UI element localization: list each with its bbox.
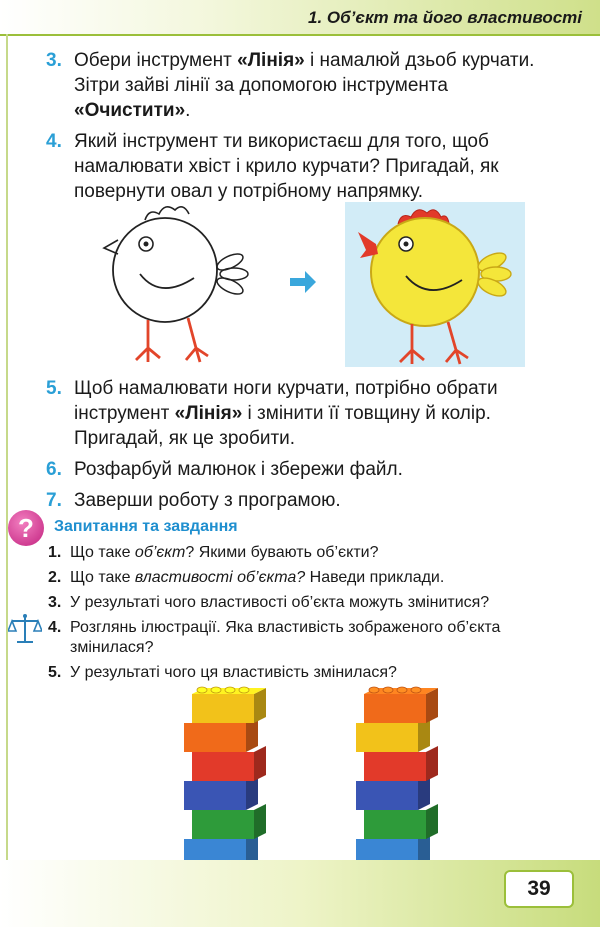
step-number: 6.	[46, 459, 62, 480]
chick-colored-image	[345, 202, 525, 367]
brick	[364, 687, 438, 723]
step-6: 6. Розфарбуй малюнок і збережи файл.	[46, 459, 403, 480]
step-number: 5.	[46, 378, 62, 399]
brick-tower-left	[184, 687, 266, 868]
question-3: 3. У результаті чого властивості об’єкта можуть змінитися?	[48, 594, 490, 611]
brick	[192, 687, 266, 723]
page-margin-line	[6, 34, 8, 914]
questions-list	[48, 543, 568, 688]
step-4: 4. Який інструмент ти використаєш для того, щоб намалювати хвіст і крило курчати? Пригадай, як повернути овал у потрібному напрямку.	[46, 131, 499, 202]
step-number: 7.	[46, 490, 62, 511]
header-title: 1. Об’єкт та його властивості	[308, 8, 582, 27]
question-1: 1. Що таке об’єкт? Якими бувають об’єкти?	[48, 544, 379, 561]
scales-icon	[8, 612, 42, 646]
question-4: 4. Розглянь ілюстрації. Яка властивість зображеного об’єкта змінилася?	[48, 619, 501, 656]
steps-list	[46, 48, 566, 210]
step-number: 3.	[46, 50, 62, 71]
step-5: 5. Щоб намалювати ноги курчати, потрібно обрати інструмент «Лінія» і змінити її товщину й колір. Пригадай, як це зробити.	[46, 378, 498, 449]
brick-tower-right	[356, 687, 438, 868]
section-title: Запитання та завдання	[54, 518, 238, 535]
question-5: 5. У результаті чого ця властивість змінилася?	[48, 664, 397, 681]
steps-list-continued	[46, 376, 566, 519]
question-2: 2. Що таке властивості об’єкта? Наведи приклади.	[48, 569, 445, 586]
step-3: 3. Обери інструмент «Лінія» і намалюй дзьоб курчати. Зітри зайві лінії за допомогою інструмента «Очистити».	[46, 50, 535, 121]
page-number: 39	[504, 870, 574, 908]
brick-towers-illustration	[170, 680, 460, 870]
chick-outline-image	[104, 207, 248, 362]
question-mark-icon: ?	[8, 510, 44, 546]
chick-illustrations	[100, 202, 530, 367]
page-header	[0, 0, 600, 36]
step-7: 7. Заверши роботу з програмою.	[46, 490, 341, 511]
arrow-right-icon	[290, 271, 316, 293]
step-number: 4.	[46, 131, 62, 152]
